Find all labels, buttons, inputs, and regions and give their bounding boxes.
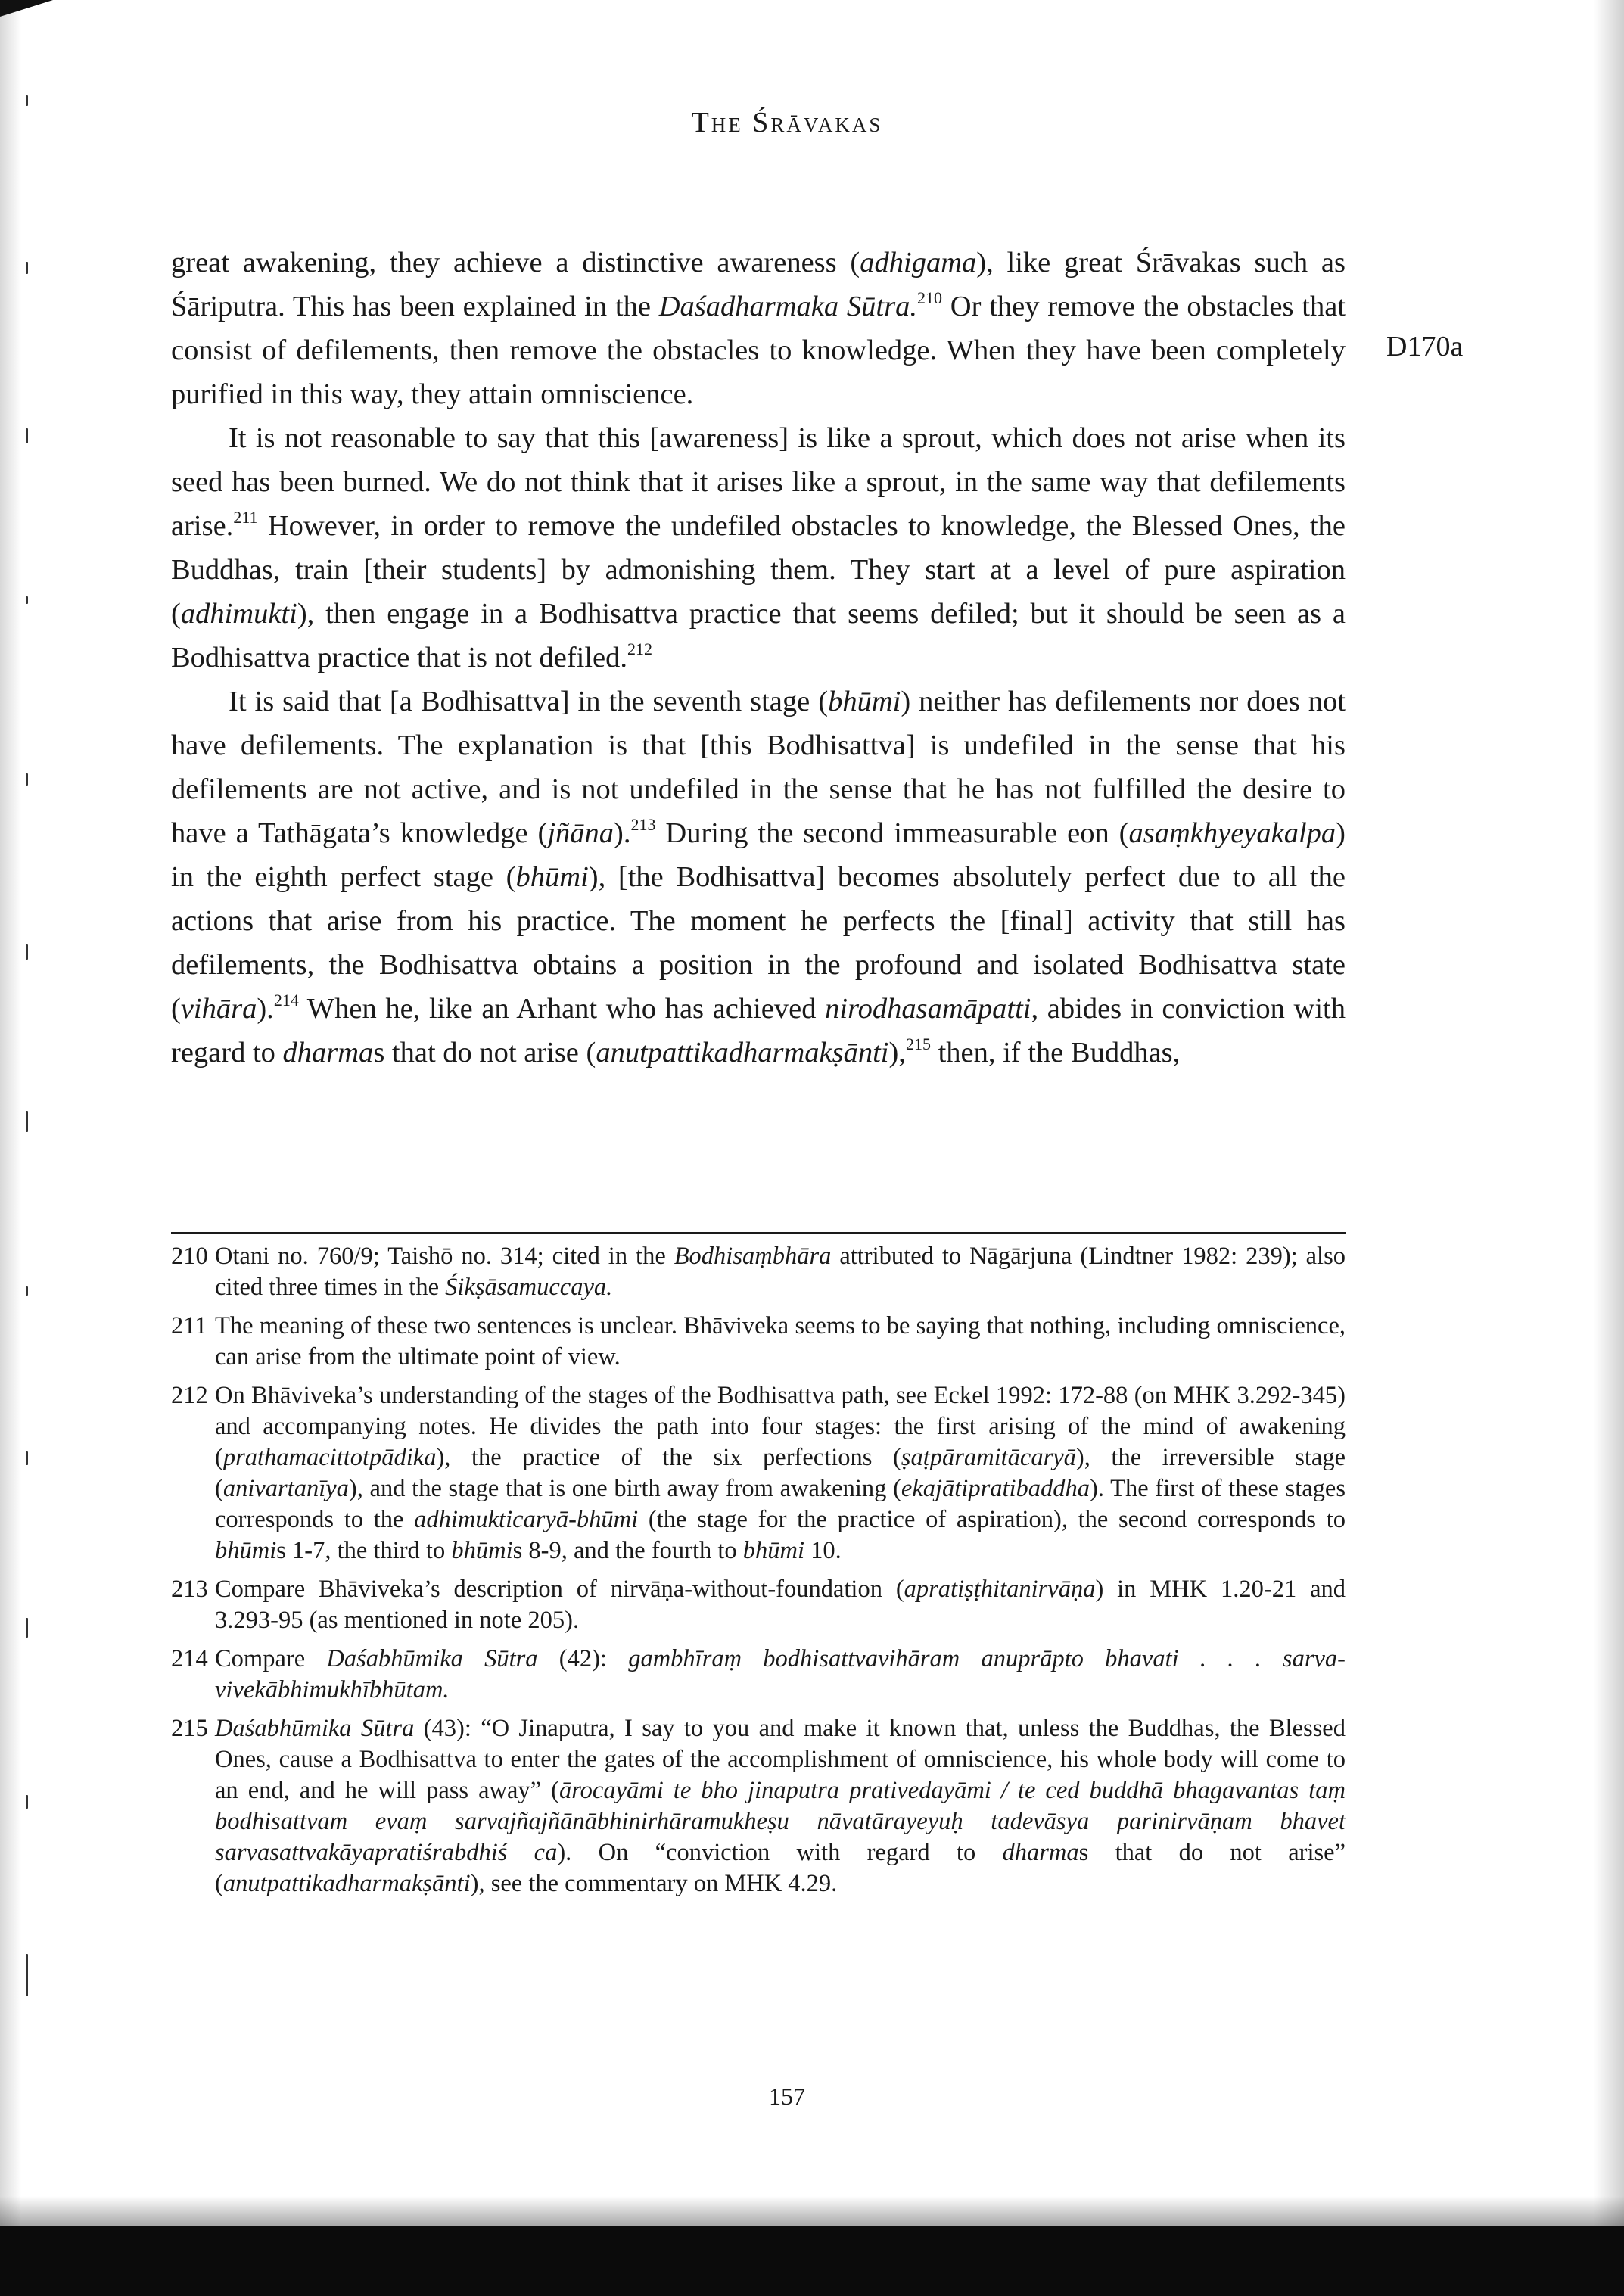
- footnote-rule: [171, 1232, 1346, 1234]
- running-head: [0, 106, 1574, 139]
- binding-marks: [26, 0, 35, 2270]
- scan-bottom-band: [0, 2226, 1624, 2296]
- margin-reference: D170a: [1386, 331, 1464, 362]
- page-shadow-left: [0, 0, 21, 2296]
- footnote-214: 214 Compare Daśabhūmika Sūtra (42): gambhīraṃ bodhisattvavihāram anuprāpto bhavati . . . sarvavivekābhimukhībhūtam.: [171, 1645, 1346, 1703]
- footnotes: [171, 1241, 1346, 1907]
- paragraph-3: It is said that [a Bodhisattva] in the seventh stage (bhūmi) neither has defilements nor does not have defilements. The explanation is that [this Bodhisattva] is undefiled in the sense that his defilements are not active, and is not undefiled in the sense that he has not fulfilled the desire to have a Tathāgata’s knowledge (jñāna).$^{213}$ During the second immeasurable eon (asaṃkhyeyakalpa) in the eighth perfect stage (bhūmi), [the Bodhisattva] becomes absolutely perfect due to all the actions that arise from his practice. The moment he perfects the [final] activity that still has defilements, the Bodhisattva obtains a position in the profound and isolated Bodhisattva state (vihāra).$^{214}$ When he, like an Arhant who has achieved nirodhasamāpatti, abides in conviction with regard to dharmas that do not arise (anutpattikadharmakṣānti),$^{215}$ then, if the Buddhas,: [171, 686, 1346, 1069]
- footnote-211: 211 The meaning of these two sentences is unclear. Bhāviveka seems to be saying that nothing, including omniscience, can arise from the ultimate point of view.: [171, 1312, 1346, 1370]
- footnote-213: 213 Compare Bhāviveka’s description of nirvāṇa-without-foundation (apratiṣṭhitanirvāṇa) in MHK 1.20-21 and 3.293-95 (as mentioned in note 205).: [171, 1576, 1346, 1634]
- paragraph-2: It is not reasonable to say that this [awareness] is like a sprout, which does not arise when its seed has been burned. We do not think that it arises like a sprout, in the same way that defilements arise.$^{211}$ However, in order to remove the undefiled obstacles to knowledge, the Blessed Ones, the Buddhas, train [their students] by admonishing them. They start at a level of pure aspiration (adhimukti), then engage in a Bodhisattva practice that seems defiled; but it should be seen as a Bodhisattva practice that is not defiled.$^{212}$: [171, 422, 1346, 674]
- running-head-prefix: The: [691, 107, 743, 138]
- footnote-ref: 214: [273, 991, 299, 1010]
- footnote-ref: 215: [905, 1034, 931, 1054]
- page-number: 157: [769, 2083, 805, 2110]
- footnote-ref: 213: [630, 815, 656, 835]
- footnote-210: 210 Otani no. 760/9; Taishō no. 314; cited in the Bodhisaṃbhāra attributed to Nāgārjuna (Lindtner 1982: 239); also cited three times in the Śikṣāsamuccaya.: [171, 1243, 1346, 1301]
- footnote-ref: 211: [233, 508, 258, 527]
- footnote-ref: 212: [627, 639, 652, 659]
- footnote-ref: 210: [916, 288, 942, 308]
- footnote-212: 212 On Bhāviveka’s understanding of the stages of the Bodhisattva path, see Eckel 1992: 172-88 (on MHK 3.292-345) and accompanying notes. He divides the path into four stages: the first arising of the mind of awakening (prathamacittotpādika), the practice of the six perfections (ṣaṭpāramitācaryā), the irreversible stage (anivartanīya), and the stage that is one birth away from awakening (ekajātipratibaddha). The first of these stages corresponds to the adhimukticaryā-bhūmi (the stage for the practice of aspiration), the second corresponds to bhūmis 1-7, the third to bhūmis 8-9, and the fourth to bhūmi 10.: [171, 1382, 1346, 1564]
- main-text: [171, 241, 1346, 1075]
- page-shadow-right: [1594, 0, 1624, 2296]
- running-head-title: Śrāvakas: [752, 107, 883, 138]
- paragraph-1: great awakening, they achieve a distinctive awareness (adhigama), like great Śrāvakas such as Śāriputra. This has been explained in the Daśadharmaka Sūtra.$^{210}$ Or they remove the obstacles that consist of defilements, then remove the obstacles to knowledge. When they have been completely purified in this way, they attain omniscience.: [171, 247, 1346, 410]
- footnote-215: 215 Daśabhūmika Sūtra (43): “O Jinaputra, I say to you and make it known that, unless the Buddhas, the Blessed Ones, cause a Bodhisattva to enter the gates of the accomplishment of omniscience, his whole body will come to an end, and he will pass away” (ārocayāmi te bho jinaputra prativedayāmi / te ced buddhā bhagavantas taṃ bodhisattvam evaṃ sarvajñajñānābhinirhāramukheṣu nāvatārayeyuḥ tadevāsya parinirvāṇam bhavet sarvasattvakāyapratiśrabdhiś ca). On “conviction with regard to dharmas that do not arise” (anutpattikadharmakṣānti), see the commentary on MHK 4.29.: [171, 1715, 1346, 1897]
